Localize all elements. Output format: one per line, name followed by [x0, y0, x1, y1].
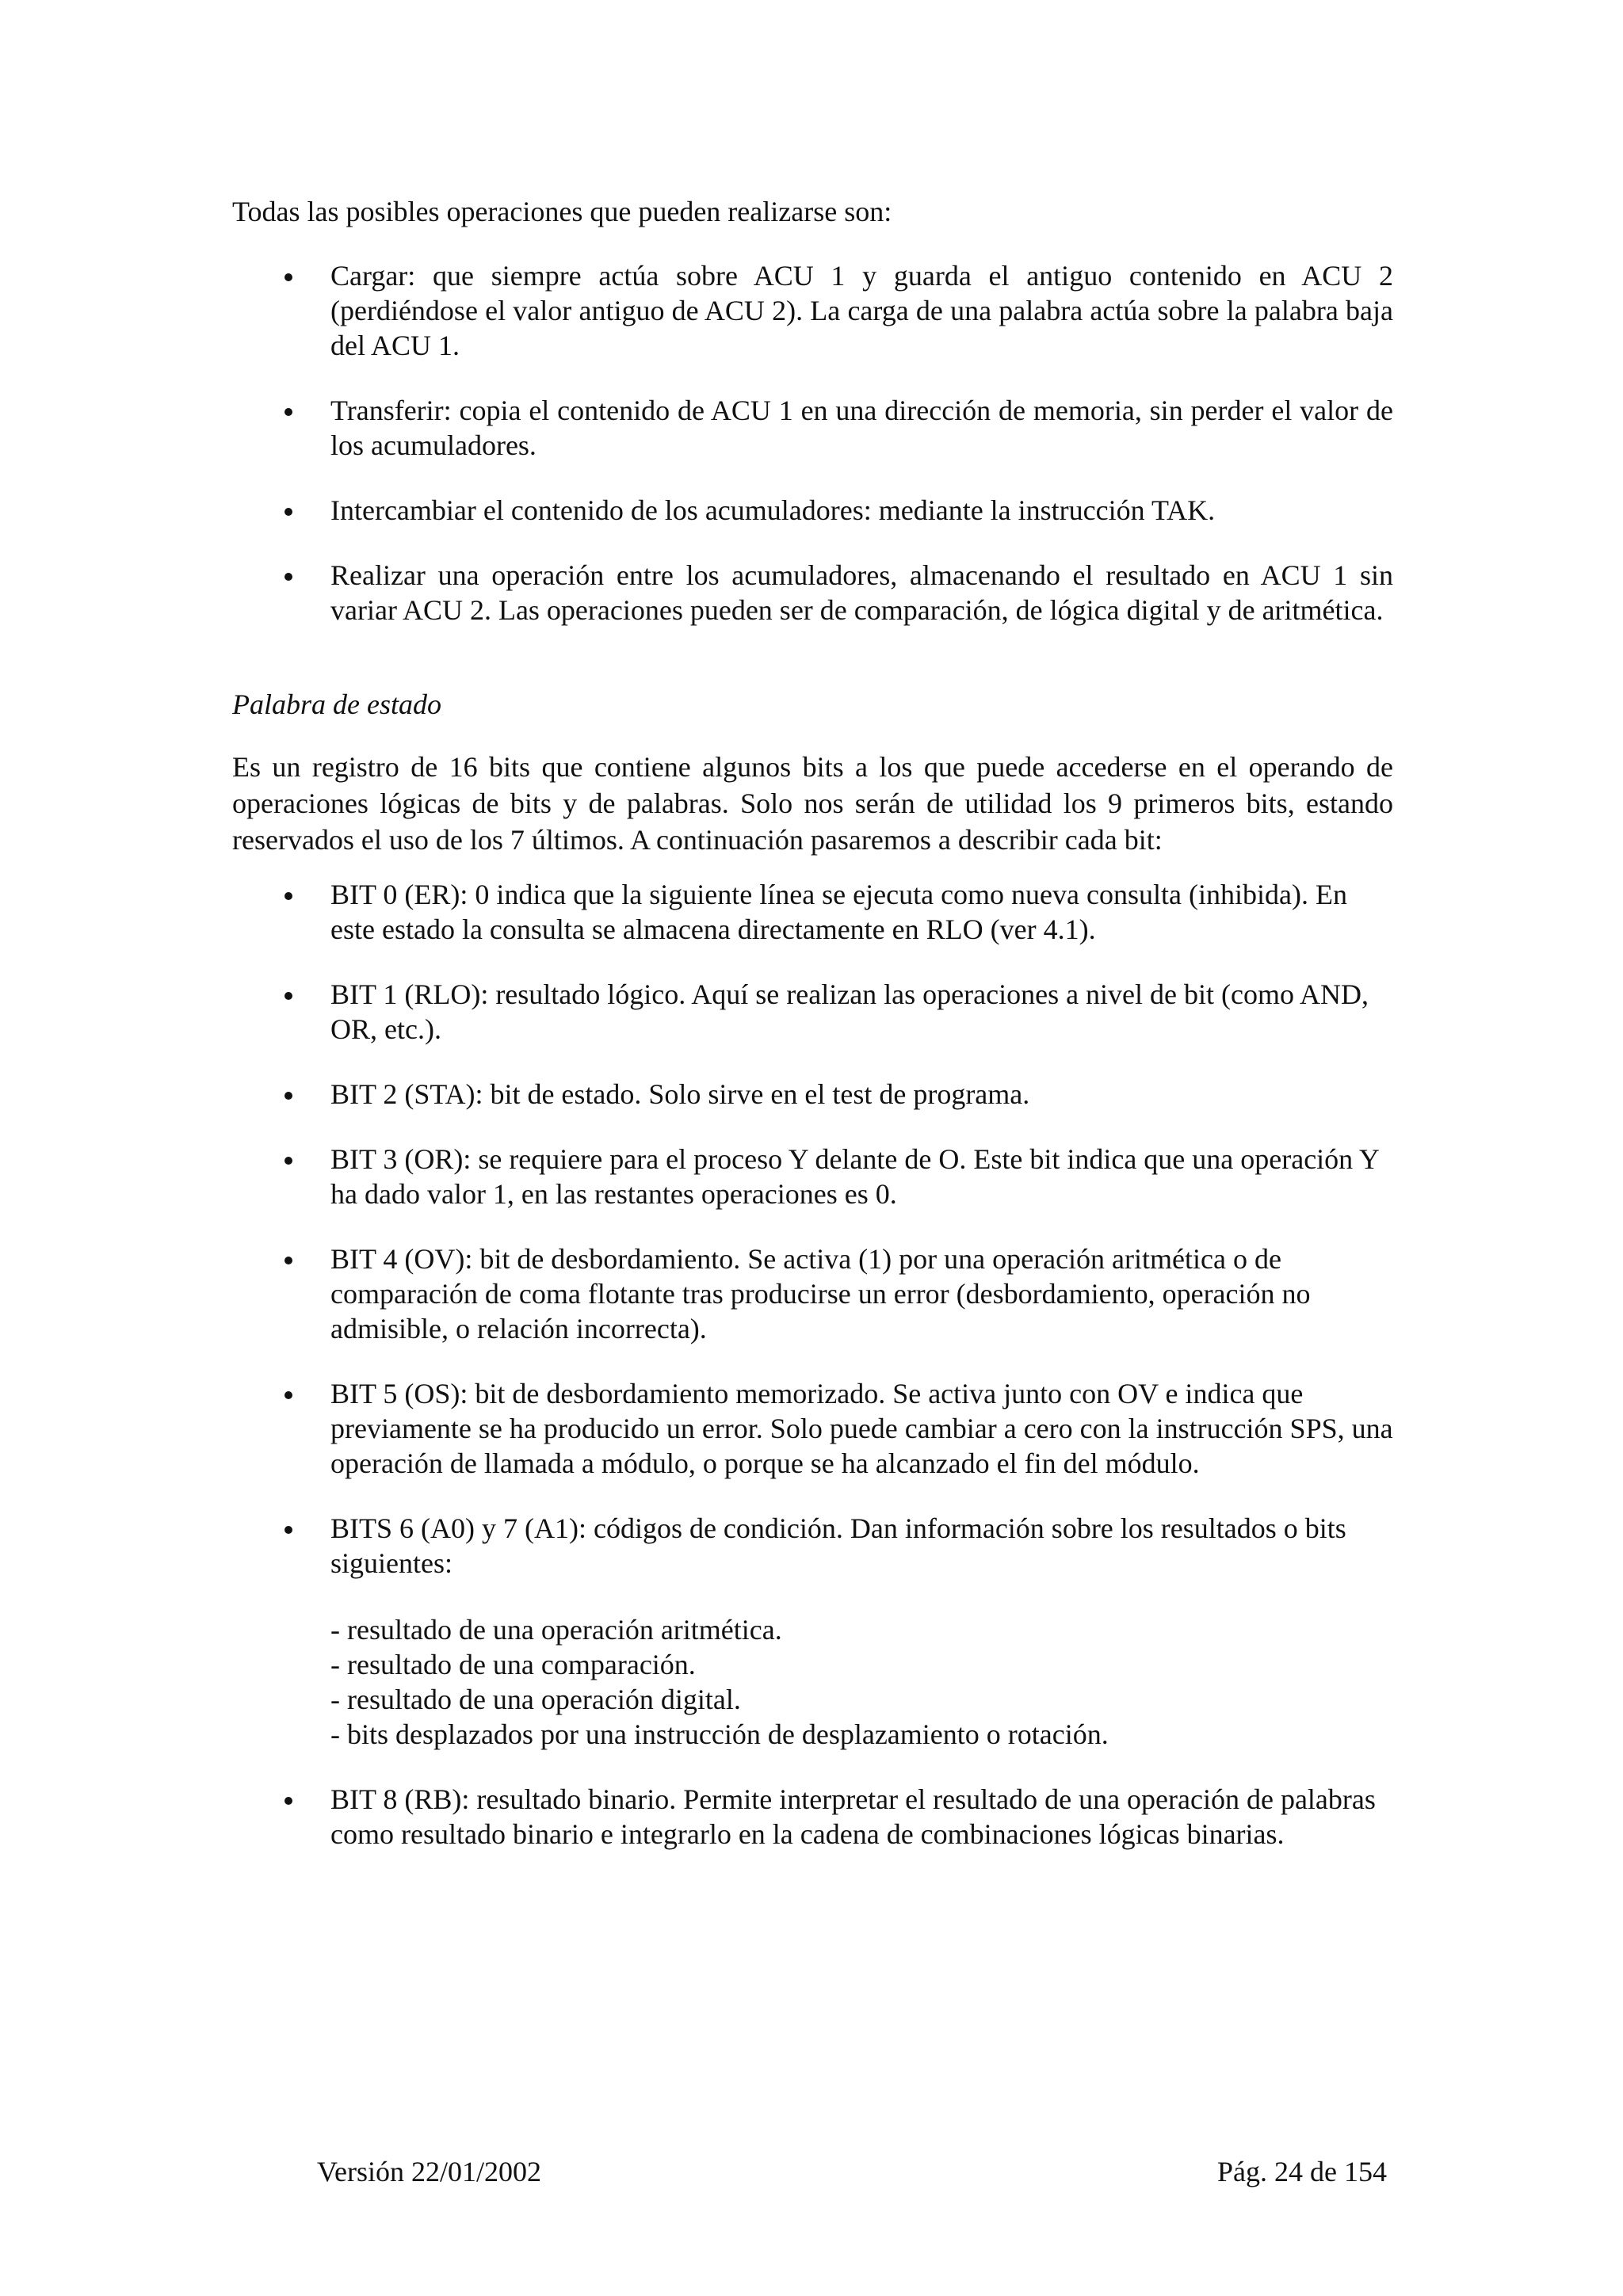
- list-item: [277, 1511, 1393, 1752]
- footer-page-number: Pág. 24 de 154: [1217, 2156, 1387, 2187]
- bullet-icon: [285, 1797, 292, 1805]
- bullet-icon: [285, 992, 292, 1000]
- footer-version: Versión 22/01/2002: [317, 2156, 541, 2187]
- status-bits-list: [277, 877, 1393, 1882]
- intro-paragraph: Todas las posibles operaciones que pueden realizarse son:: [232, 196, 892, 227]
- bullet-icon: [285, 892, 292, 900]
- list-item-text: BIT 8 (RB): resultado binario. Permite interpretar el resultado de una operación de palabras como resultado binario e integrarlo en la cadena de combinaciones lógicas binarias.: [330, 1783, 1376, 1850]
- bullet-icon: [285, 1391, 292, 1399]
- list-item-text: Transferir: copia el contenido de ACU 1 en una dirección de memoria, sin perder el valor de los acumuladores.: [330, 395, 1393, 461]
- list-item: [277, 1782, 1393, 1852]
- bullet-icon: [285, 1526, 292, 1534]
- bullet-icon: [285, 408, 292, 416]
- sub-list-item: - resultado de una operación digital.: [330, 1684, 741, 1715]
- bullet-icon: [285, 1092, 292, 1100]
- list-item: [277, 1241, 1393, 1346]
- operations-list: [277, 258, 1393, 658]
- bullet-icon: [285, 273, 292, 281]
- list-item-text: Realizar una operación entre los acumuladores, almacenando el resultado en ACU 1 sin variar ACU 2. Las operaciones pueden ser de comparación, de lógica digital y de aritmética.: [330, 559, 1393, 626]
- section-paragraph: Es un registro de 16 bits que contiene algunos bits a los que puede accederse en el operando de operaciones lógicas de bits y de palabras. Solo nos serán de utilidad los 9 primeros bits, estando reservados el uso de los 7 últimos. A continuación pasaremos a describir cada bit:: [232, 751, 1393, 856]
- list-item: [277, 1142, 1393, 1211]
- list-item: [277, 977, 1393, 1047]
- list-item-text: Intercambiar el contenido de los acumuladores: mediante la instrucción TAK.: [330, 494, 1216, 526]
- list-item: [277, 393, 1393, 463]
- bullet-icon: [285, 573, 292, 581]
- list-item-text: Cargar: que siempre actúa sobre ACU 1 y guarda el antiguo contenido en ACU 2 (perdiéndose el valor antiguo de ACU 2). La carga de una palabra actúa sobre la palabra baja del ACU 1.: [330, 260, 1393, 361]
- sub-list-item: - bits desplazados por una instrucción de desplazamiento o rotación.: [330, 1718, 1109, 1750]
- list-item-text: BIT 1 (RLO): resultado lógico. Aquí se realizan las operaciones a nivel de bit (como AND, OR, etc.).: [330, 978, 1369, 1045]
- list-item: [277, 877, 1393, 947]
- list-item: [277, 558, 1393, 627]
- sub-list-item: - resultado de una operación aritmética.: [330, 1614, 782, 1646]
- list-item: [277, 258, 1393, 363]
- list-item-text: BITS 6 (A0) y 7 (A1): códigos de condición. Dan información sobre los resultados o bits siguientes:: [330, 1512, 1346, 1579]
- sub-list-item: - resultado de una comparación.: [330, 1649, 696, 1680]
- bullet-icon: [285, 508, 292, 516]
- bullet-icon: [285, 1157, 292, 1165]
- list-item-text: BIT 3 (OR): se requiere para el proceso Y delante de O. Este bit indica que una operación Y ha dado valor 1, en las restantes operaciones es 0.: [330, 1143, 1379, 1210]
- list-item-text: BIT 4 (OV): bit de desbordamiento. Se activa (1) por una operación aritmética o de comparación de coma flotante tras producirse un error (desbordamiento, operación no admisible, o relación incorrecta).: [330, 1243, 1311, 1344]
- list-item: [277, 1376, 1393, 1481]
- list-item: [277, 493, 1393, 528]
- list-item-text: BIT 0 (ER): 0 indica que la siguiente línea se ejecuta como nueva consulta (inhibida). En este estado la consulta se almacena directamente en RLO (ver 4.1).: [330, 879, 1347, 945]
- list-item-text: BIT 2 (STA): bit de estado. Solo sirve en el test de programa.: [330, 1078, 1030, 1110]
- section-heading: Palabra de estado: [232, 688, 441, 720]
- bullet-icon: [285, 1257, 292, 1264]
- list-item: [277, 1077, 1393, 1112]
- list-item-text: BIT 5 (OS): bit de desbordamiento memorizado. Se activa junto con OV e indica que previamente se ha producido un error. Solo puede cambiar a cero con la instrucción SPS, una operación de llamada a módulo, o porque se ha alcanzado el fin del módulo.: [330, 1378, 1393, 1479]
- condition-code-sublist: [330, 1612, 1393, 1752]
